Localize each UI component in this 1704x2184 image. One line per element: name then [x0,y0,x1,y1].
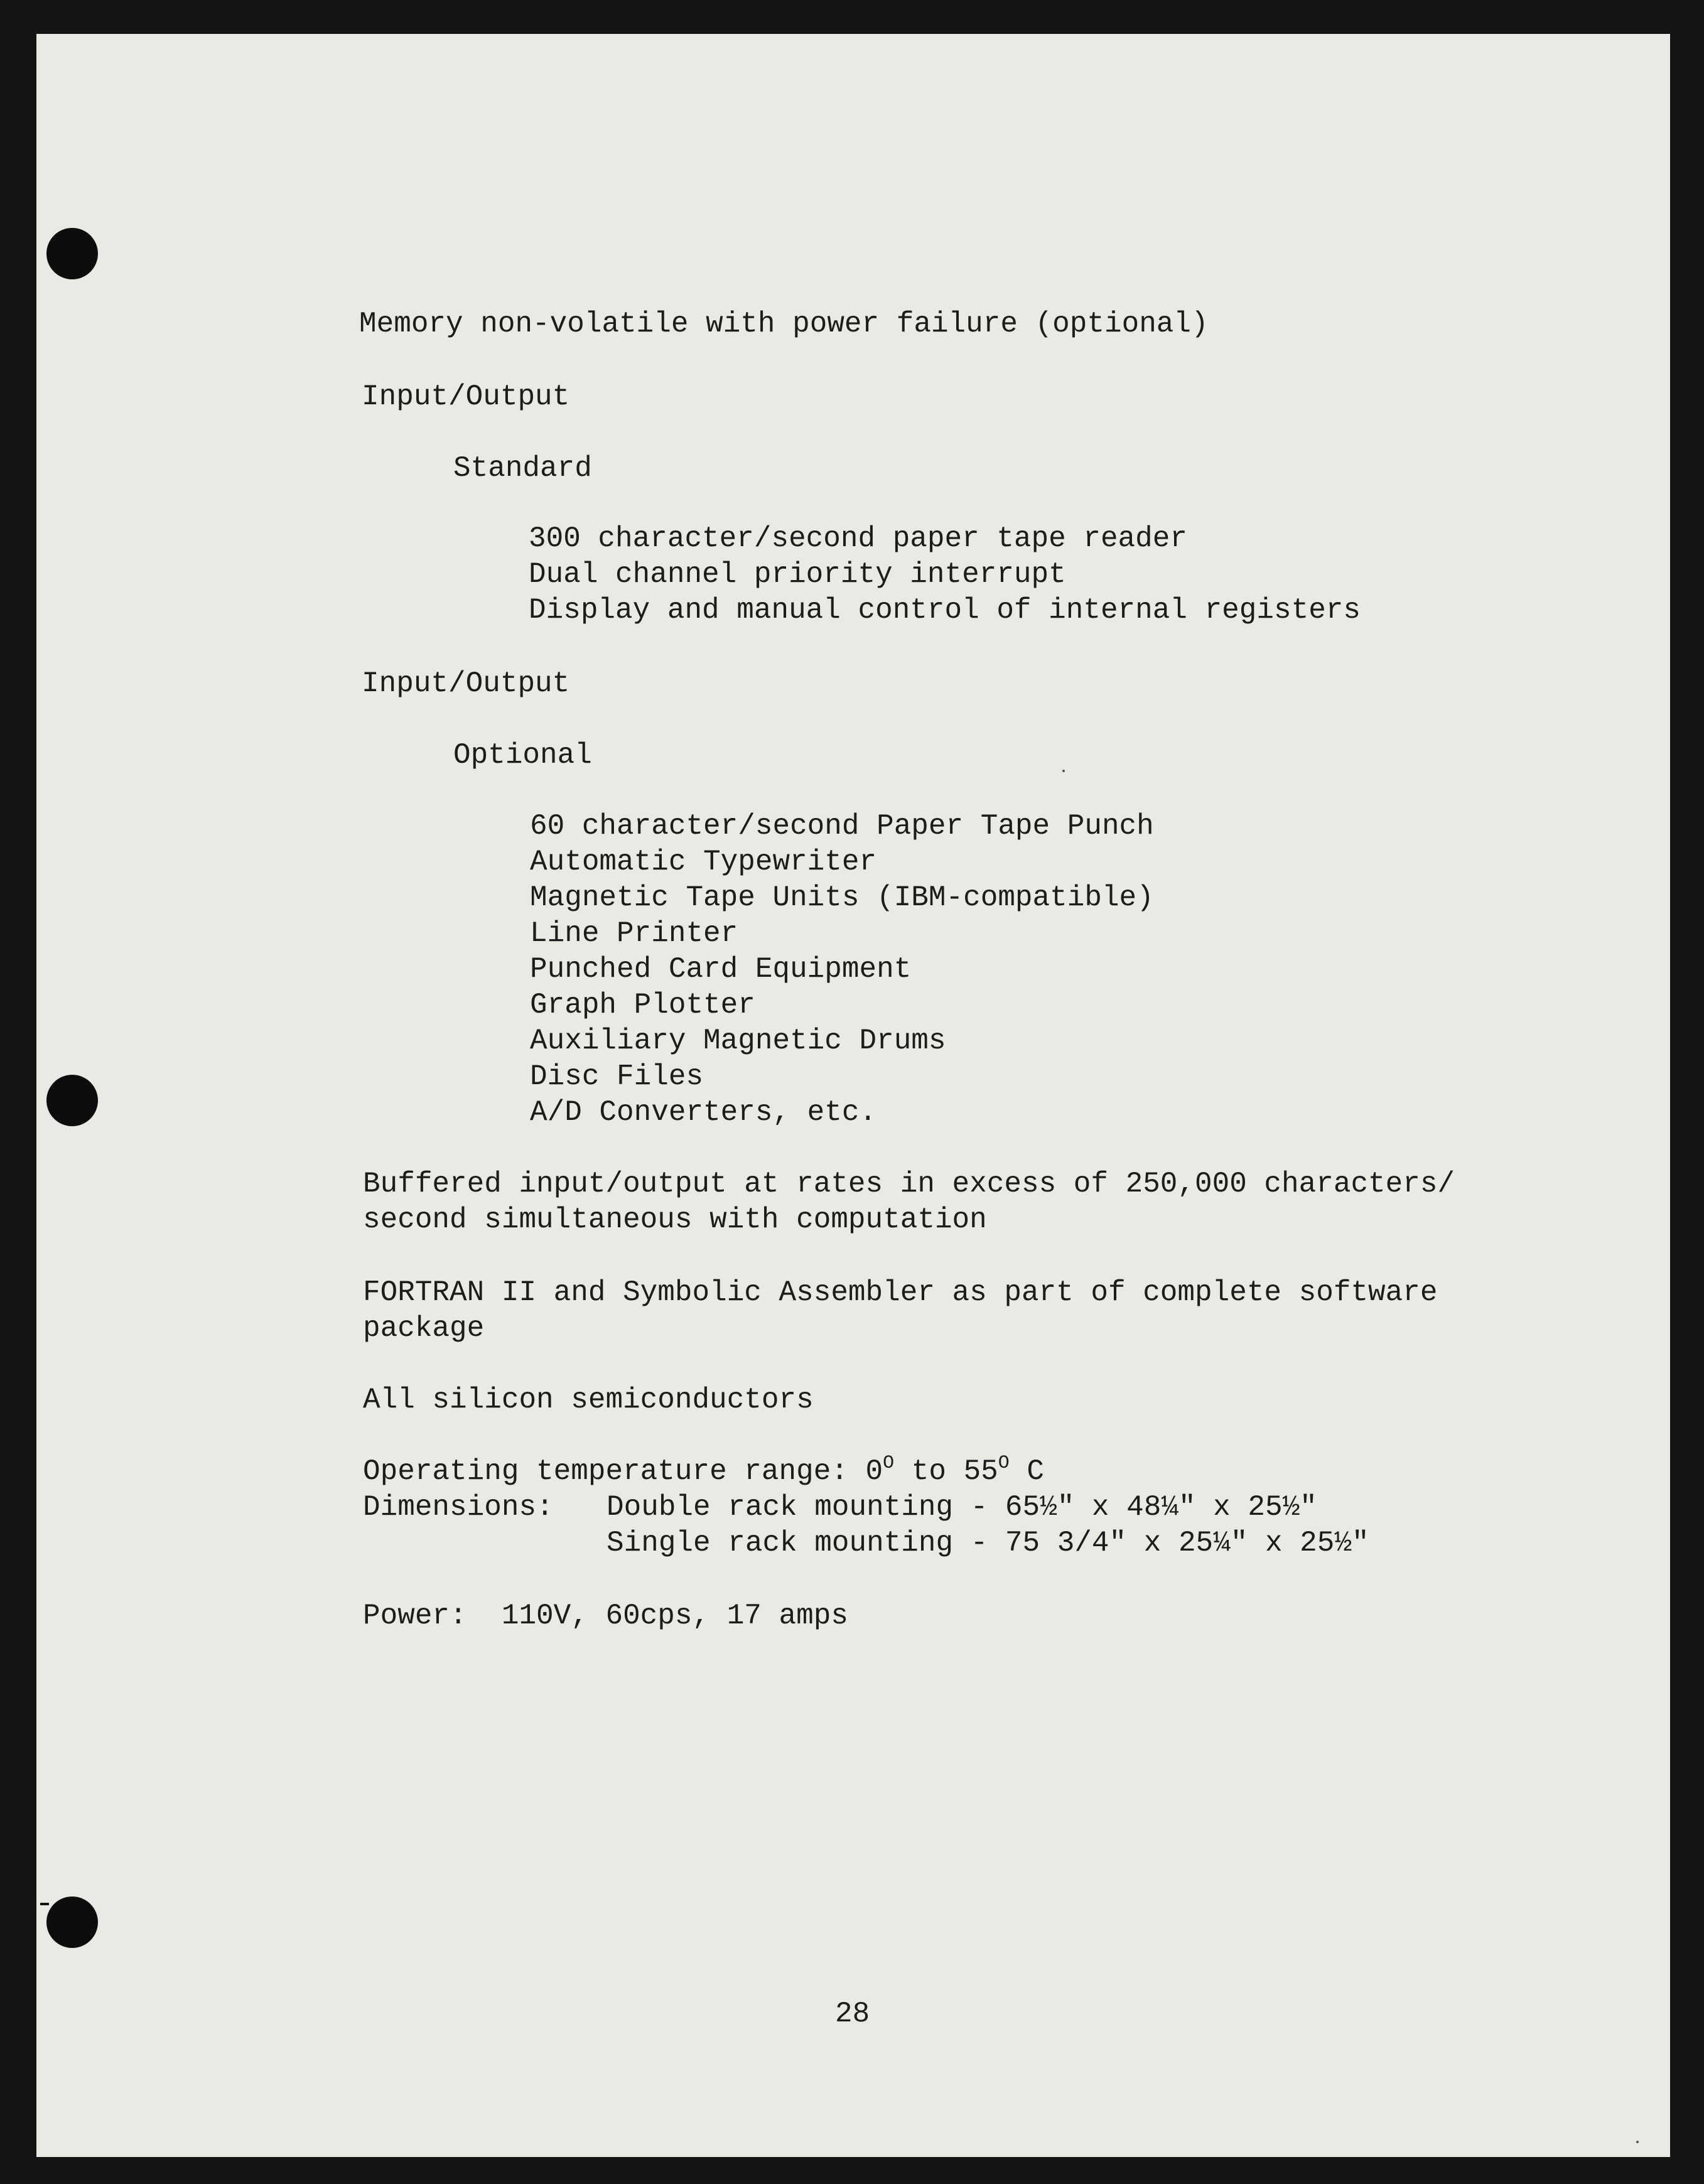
temperature-prefix: Operating temperature range: 0 [363,1455,883,1488]
semiconductors-line: All silicon semiconductors [363,1384,814,1416]
degree-symbol: O [998,1453,1010,1474]
dimensions-double-rack: Double rack mounting - 65½" x 48¼" x 25½" [607,1491,1317,1524]
paper-speck [1062,770,1065,772]
io-optional-subheading: Optional [453,739,592,772]
io-optional-heading: Input/Output [362,667,570,700]
temperature-middle: to 55 [894,1455,998,1488]
temperature-suffix: C [1009,1455,1045,1488]
punch-hole-middle [46,1075,98,1126]
io-standard-item: Dual channel priority interrupt [529,558,1066,591]
io-standard-item: Display and manual control of internal registers [529,594,1361,627]
io-optional-item: Punched Card Equipment [530,953,912,986]
io-optional-item: 60 character/second Paper Tape Punch [530,810,1154,842]
margin-mark [40,1903,49,1905]
power-line: Power: 110V, 60cps, 17 amps [363,1600,848,1632]
buffered-io-line1: Buffered input/output at rates in excess of 250,000 characters/ [363,1168,1455,1200]
memory-line: Memory non-volatile with power failure (optional) [359,308,1209,340]
buffered-io-line2: second simultaneous with computation [363,1203,987,1236]
temperature-line [363,1454,1044,1489]
software-line1: FORTRAN II and Symbolic Assembler as part of complete software [363,1276,1438,1309]
paper-speck [1636,2141,1639,2143]
dimensions-label: Dimensions: [363,1491,554,1524]
io-standard-item: 300 character/second paper tape reader [529,522,1187,555]
io-optional-item: Graph Plotter [530,989,755,1021]
degree-symbol: O [883,1453,895,1474]
io-optional-item: Line Printer [530,917,738,950]
software-line2: package [363,1312,485,1345]
io-optional-item: Auxiliary Magnetic Drums [530,1025,946,1057]
io-standard-subheading: Standard [453,452,592,485]
io-standard-heading: Input/Output [362,380,570,413]
punch-hole-top [46,228,98,279]
io-optional-item: Magnetic Tape Units (IBM-compatible) [530,881,1154,914]
punch-hole-bottom [46,1896,98,1948]
io-optional-item: A/D Converters, etc. [530,1096,877,1129]
io-optional-item: Automatic Typewriter [530,846,877,878]
dimensions-single-rack: Single rack mounting - 75 3/4" x 25¼" x 25½" [607,1527,1369,1559]
page-number: 28 [835,1998,870,2030]
io-optional-item: Disc Files [530,1060,704,1093]
